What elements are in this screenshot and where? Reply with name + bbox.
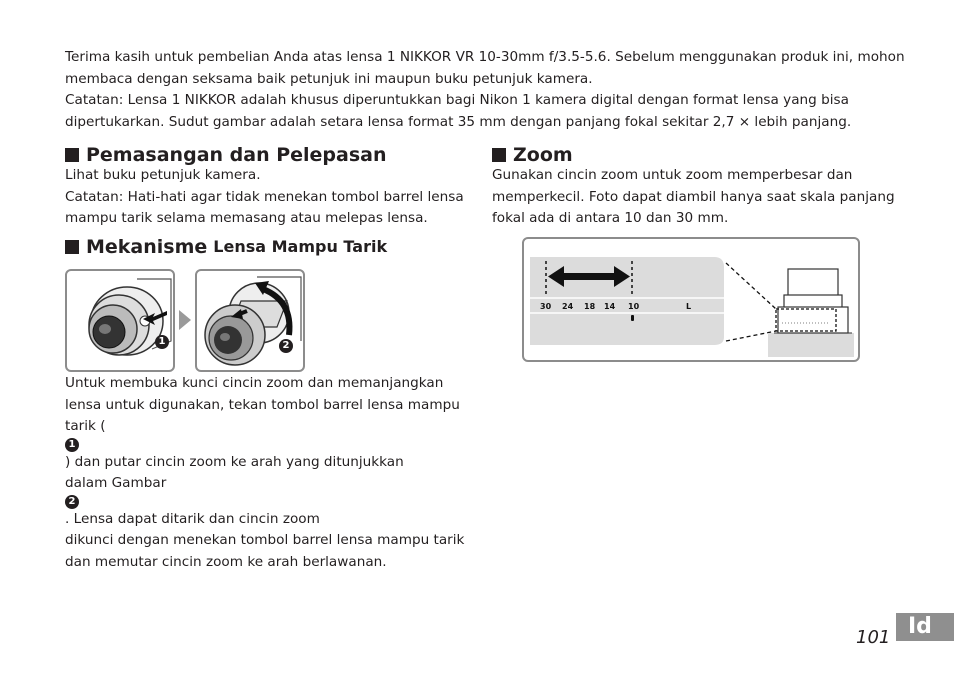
mounting-heading-text: Pemasangan dan Pelepasan [86,144,387,166]
intro-line: membaca dengan seksama baik petunjuk ini maupun buku petunjuk kamera. [65,70,593,87]
mounting-line: Catatan: Hati-hati agar tidak menekan tombol barrel lensa [65,188,464,205]
mechanism-line-part: dalam Gambar [65,475,167,491]
zoom-line: Gunakan cincin zoom untuk zoom memperbesar dan [492,167,853,183]
scale-label-30: 30 [540,302,552,311]
square-bullet-icon [65,240,79,254]
mechanism-text [65,373,465,573]
mechanism-line: dan memutar cincin zoom ke arah berlawanan. [65,553,387,570]
scale-label-14: 14 [604,302,616,311]
mechanism-line [65,473,465,530]
inline-badge-2: 2 [65,495,79,509]
intro-line: Catatan: Lensa 1 NIKKOR adalah khusus diperuntukkan bagi Nikon 1 kamera digital dengan format lensa yang bisa [65,92,849,108]
zoom-line: memperkecil. Foto dapat diambil hanya saat skala panjang [492,188,895,205]
intro-paragraph [65,47,905,133]
step-badge-2: 2 [279,339,293,353]
mechanism-heading-sub: Lensa Mampu Tarik [213,237,388,256]
zoom-text [492,165,895,230]
mechanism-line: dikunci dengan menekan tombol barrel lensa mampu tarik [65,532,465,548]
mechanism-heading-main: Mekanisme [86,236,208,258]
mechanism-line-part: ) dan putar cincin zoom ke arah yang ditunjukkan [65,453,404,470]
scale-label-10: 10 [628,302,640,311]
lens-press-button-illustration [67,271,173,370]
figure-zoom-scale [522,237,860,362]
inline-badge-1: 1 [65,438,79,452]
figure-rotate-zoom-ring [195,269,305,372]
scale-label-l: L [686,302,692,311]
scale-label-24: 24 [562,302,574,311]
zoom-line: fokal ada di antara 10 dan 30 mm. [492,210,729,226]
square-bullet-icon [65,148,79,162]
figure-unlock-button [65,269,175,372]
intro-line: dipertukarkan. Sudut gambar adalah setara lensa format 35 mm dengan panjang fokal sekitar 2,7 × lebih panjang. [65,113,852,130]
square-bullet-icon [492,148,506,162]
step-badge-1: 1 [155,335,169,349]
lens-rotate-ring-illustration [197,271,303,370]
mechanism-heading [65,235,387,259]
next-step-arrow-icon [179,310,191,330]
mechanism-line-part: . Lensa dapat ditarik dan cincin zoom [65,510,320,527]
mechanism-line: Untuk membuka kunci cincin zoom dan memanjangkan [65,375,444,391]
language-tab: Id [896,613,954,641]
page-number: 101 [856,627,891,648]
zoom-heading [492,143,573,167]
mounting-text [65,165,465,230]
zoom-scale-illustration [524,239,858,360]
mechanism-line-part: tarik ( [65,418,106,434]
mechanism-line [65,416,465,473]
scale-label-18: 18 [584,302,596,311]
intro-line: Terima kasih untuk pembelian Anda atas lensa 1 NIKKOR VR 10-30mm f/3.5-5.6. Sebelum menggunakan produk ini, mohon [65,49,905,65]
mounting-line: mampu tarik selama memasang atau melepas lensa. [65,210,428,226]
zoom-heading-text: Zoom [513,144,573,166]
mechanism-line: lensa untuk digunakan, tekan tombol barrel lensa mampu [65,396,460,413]
mounting-line: Lihat buku petunjuk kamera. [65,167,261,183]
mounting-heading [65,143,387,167]
